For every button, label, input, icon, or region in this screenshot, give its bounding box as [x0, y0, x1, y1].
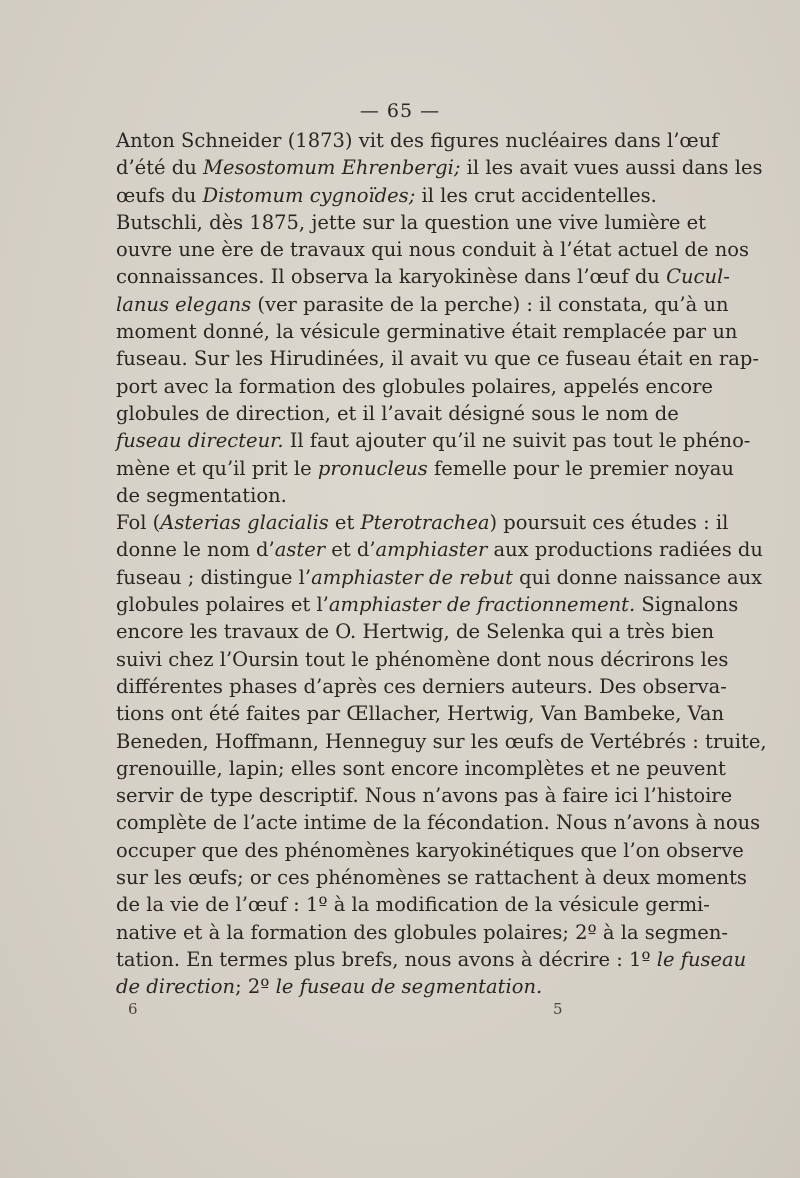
text-line: [116, 373, 713, 400]
text-line: [116, 946, 747, 973]
text-run: et d’: [325, 538, 376, 562]
text-line: [116, 618, 715, 645]
text-line: [116, 455, 734, 482]
text-line: [116, 482, 626, 509]
italic-text: Distomum cygnoïdes;: [202, 183, 416, 207]
body-text: [116, 127, 767, 1001]
italic-text: Pterotrachea: [360, 511, 490, 535]
italic-text: le fuseau: [656, 947, 747, 971]
text-run: Beneden, Hoffmann, Henneguy sur les œufs de Vertébrés : truite,: [116, 729, 767, 753]
text-run: de segmentation.: [116, 483, 287, 507]
text-run: Fol (: [116, 511, 161, 535]
text-run: suivi chez l’Oursin tout le phénomène dont nous décrirons les: [116, 647, 729, 671]
italic-text: amphiaster de rebut: [311, 565, 513, 589]
italic-text: le fuseau de segmentation.: [275, 975, 543, 999]
text-run: globules de direction, et il l’avait désigné sous le nom de: [116, 401, 679, 425]
text-run: Anton Schneider (1873) vit des figures nucléaires dans l’œuf: [116, 129, 719, 152]
text-run: fuseau ; distingue l’: [116, 565, 312, 589]
text-run: d’été du: [116, 156, 204, 180]
signature-mark-left: 6: [128, 1000, 138, 1018]
text-run: aux productions radiées du: [487, 538, 763, 562]
text-run: encore les travaux de O. Hertwig, de Selenka qui a très bien: [116, 620, 715, 644]
text-run: fuseau. Sur les Hirudinées, il avait vu que ce fuseau était en rap-: [116, 347, 759, 371]
text-line: [116, 782, 733, 809]
text-run: qui donne naissance aux: [512, 565, 763, 589]
italic-text: de direction: [116, 975, 236, 999]
text-line: [116, 536, 763, 563]
italic-text: amphiaster de fractionnement.: [328, 593, 636, 617]
text-run: servir de type descriptif. Nous n’avons pas à faire ici l’histoire: [116, 784, 733, 808]
text-run: tation. En termes plus brefs, nous avons à décrire : 1º: [116, 947, 657, 971]
text-run: Butschli, dès 1875, jette sur la question une vive lumière et: [116, 210, 706, 234]
text-line: [116, 182, 657, 209]
text-run: ; 2º: [235, 975, 276, 999]
text-line: [116, 809, 761, 836]
text-line: [116, 345, 759, 372]
text-run: tions ont été faites par Œllacher, Hertwig, Van Bambeke, Van: [116, 702, 725, 726]
text-line: [116, 591, 739, 618]
text-line: [116, 400, 679, 427]
text-line: [116, 509, 729, 536]
text-run: Il faut ajouter qu’il ne suivit pas tout le phéno-: [283, 429, 751, 453]
italic-text: Asterias glacialis: [160, 511, 329, 535]
italic-text: Cucul-: [666, 265, 730, 289]
text-run: donne le nom d’: [116, 538, 275, 562]
text-line: [116, 755, 726, 782]
text-line: [116, 291, 729, 318]
text-run: différentes phases d’après ces derniers auteurs. Des observa-: [116, 674, 727, 698]
text-line: [116, 891, 710, 918]
italic-text: pronucleus: [317, 456, 428, 480]
text-line: [116, 973, 626, 1000]
text-run: mène et qu’il prit le: [116, 456, 318, 480]
text-run: et: [328, 511, 361, 535]
text-line: [116, 209, 706, 236]
italic-text: fuseau directeur.: [116, 429, 284, 453]
text-run: de la vie de l’œuf : 1º à la modification de la vésicule germi-: [116, 893, 710, 917]
text-run: globules polaires et l’: [116, 593, 329, 617]
page-number: — 65 —: [359, 100, 441, 122]
text-line: [116, 728, 767, 755]
text-line: [116, 318, 738, 345]
signature-mark-right: 5: [553, 1000, 563, 1018]
text-run: œufs du: [116, 183, 203, 207]
text-line: [116, 564, 763, 591]
text-run: femelle pour le premier noyau: [427, 456, 734, 480]
text-line: [116, 236, 750, 263]
text-run: ouvre une ère de travaux qui nous conduit à l’état actuel de nos: [116, 238, 750, 262]
text-line: [116, 837, 744, 864]
text-run: ) poursuit ces études : il: [489, 511, 729, 535]
text-line: [116, 427, 751, 454]
italic-text: Mesostomum Ehrenbergi;: [203, 156, 461, 180]
text-line: [116, 154, 763, 181]
text-run: il les crut accidentelles.: [415, 183, 657, 207]
text-line: [116, 919, 728, 946]
italic-text: lanus elegans: [116, 292, 252, 316]
text-line: [116, 673, 727, 700]
text-run: il les avait vues aussi dans les: [460, 156, 763, 180]
text-run: (ver parasite de la perche) : il constata, qu’à un: [251, 292, 729, 316]
text-run: occuper que des phénomènes karyokinétiques que l’on observe: [116, 838, 744, 862]
text-line: [116, 263, 730, 290]
text-run: complète de l’acte intime de la fécondation. Nous n’avons à nous: [116, 811, 761, 835]
italic-text: amphiaster: [375, 538, 488, 562]
text-run: moment donné, la vésicule germinative était remplacée par un: [116, 320, 738, 344]
text-line: [116, 700, 725, 727]
text-run: port avec la formation des globules polaires, appelés encore: [116, 374, 713, 398]
text-run: grenouille, lapin; elles sont encore incomplètes et ne peuvent: [116, 756, 726, 780]
text-line: [116, 864, 747, 891]
text-run: native et à la formation des globules polaires; 2º à la segmen-: [116, 920, 728, 944]
text-run: Signalons: [635, 593, 739, 617]
text-run: sur les œufs; or ces phénomènes se rattachent à deux moments: [116, 866, 747, 890]
text-line: [116, 646, 729, 673]
text-line: [116, 127, 719, 154]
text-run: connaissances. Il observa la karyokinèse dans l’œuf du: [116, 265, 667, 289]
italic-text: aster: [274, 538, 326, 562]
